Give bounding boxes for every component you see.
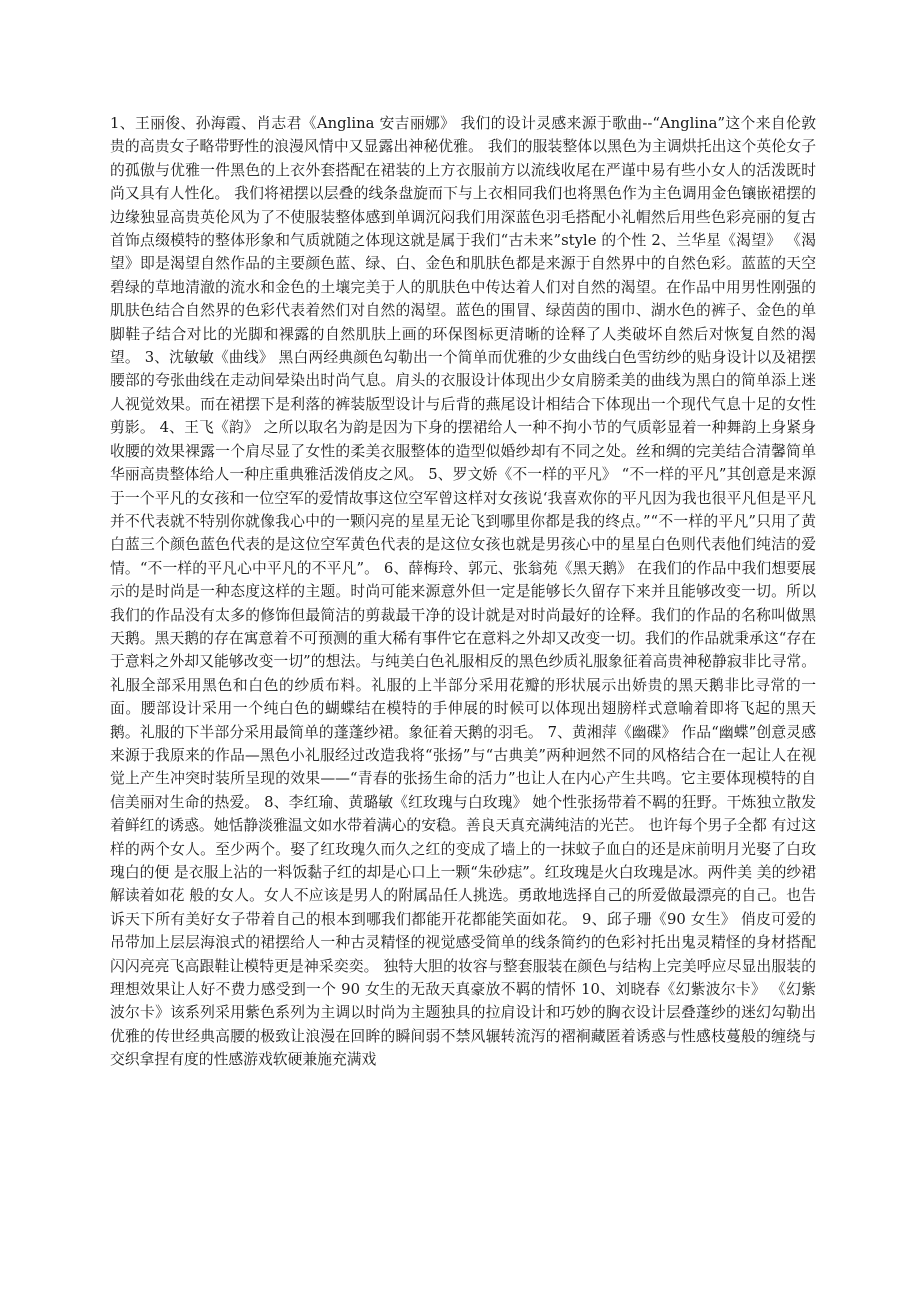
- body-paragraph: 1、王丽俊、孙海霞、肖志君《Anglina 安吉丽娜》 我们的设计灵感来源于歌曲--“Anglina”这个来自伦敦贵的高贵女子略带野性的浪漫风情中又显露出神秘优雅。 我们的服装整体以黑色为主调烘托出这个英伦女子的孤傲与优雅一件黑色的上衣外套搭配在裙装的上方衣服前方以流线收尾在严谨中易有些小女人的活泼既时尚又具有人性化。 我们将裙摆以层叠的线条盘旋而下与上衣相同我们也将黑色作为主色调用金色镶嵌裙摆的边缘独显高贵英伦风为了不使服装整体感到单调沉闷我们用深蓝色羽毛搭配小礼帽然后用些色彩亮丽的复古首饰点缀模特的整体形象和气质就随之体现这就是属于我们“古未来”style 的个性 2、兰华星《渴望》 《渴望》即是渴望自然作品的主要颜色蓝、绿、白、金色和肌肤色都是来源于自然界中的自然色彩。蓝蓝的天空碧绿的草地清澈的流水和金色的土壤完美于人的肌肤色中传达着人们对自然的渴望。在作品中用男性刚强的肌肤色结合自然界的色彩代表着然们对自然的渴望。蓝色的围冒、绿茵茵的围巾、湖水色的裤子、金色的单脚鞋子结合对比的光脚和裸露的自然肌肤上画的环保图标更清晰的诠释了人类破坏自然后对恢复自然的渴望。 3、沈敏敏《曲线》 黑白两经典颜色勾勒出一个简单而优雅的少女曲线白色雪纺纱的贴身设计以及裙摆腰部的夸张曲线在走动间晕染出时尚气息。肩头的衣服设计体现出少女肩膀柔美的曲线为黑白的简单添上迷人视觉效果。而在裙摆下是利落的裤装版型设计与后背的燕尾设计相结合下体现出一个现代气息十足的女性剪影。 4、王飞《韵》 之所以取名为韵是因为下身的摆裙给人一种不拘小节的气质彰显着一种舞韵上身紧身收腰的效果裸露一个肩尽显了女性的柔美衣服整体的造型似婚纱却有不同之处。丝和绸的完美结合清馨简单华丽高贵整体给人一种庄重典雅活泼俏皮之风。 5、罗文娇《不一样的平凡》 “不一样的平凡”其创意是来源于一个平凡的女孩和一位空军的爱情故事这位空军曾这样对女孩说‘我喜欢你的平凡因为我也很平凡但是平凡并不代表就不特别你就像我心中的一颗闪亮的星星无论飞到哪里你都是我的终点。”“不一样的平凡”只用了黄白蓝三个颜色蓝色代表的是这位空军黄色代表的是这位女孩也就是男孩心中的星星白色则代表他们纯洁的爱情。“不一样的平凡心中平凡的不平凡”。 6、薛梅玲、郭元、张翁苑《黑天鹅》 在我们的作品中我们想要展示的是时尚是一种态度这样的主题。时尚可能来源意外但一定是能够长久留存下来并且能够改变一切。所以我们的作品没有太多的修饰但最简洁的剪裁最干净的设计就是对时尚最好的诠释。我们的作品的名称叫做黑天鹅。黑天鹅的存在寓意着不可预测的重大稀有事件它在意料之外却又改变一切。我们的作品就秉承这“存在于意料之外却又能够改变一切”的想法。与纯美白色礼服相反的黑色纱质礼服象征着高贵神秘静寂非比寻常。礼服全部采用黑色和白色的纱质布料。礼服的上半部分采用花瓣的形状展示出娇贵的黑天鹅非比寻常的一面。腰部设计采用一个纯白色的蝴蝶结在模特的手伸展的时候可以体现出翅膀样式意喻着即将飞起的黑天鹅。礼服的下半部分采用最简单的蓬蓬纱裙。象征着天鹅的羽毛。 7、黄湘萍《幽碟》 作品“幽蝶”创意灵感来源于我原来的作品—黑色小礼服经过改造我将“张扬”与“古典美”两种迥然不同的风格结合在一起让人在视觉上产生冲突时装所呈现的效果——“青春的张扬生命的活力”也让人在内心产生共鸣。它主要体现模特的自信美丽对生命的热爱。 8、李红瑜、黄璐敏《红玫瑰与白玫瑰》 她个性张扬带着不羁的狂野。干炼独立散发着鲜红的诱惑。她恬静淡雅温文如水带着满心的安稳。善良天真充满纯洁的光芒。 也许每个男子全都 有过这样的两个女人。至少两个。娶了红玫瑰久而久之红的变成了墙上的一抹蚊子血白的还是床前明月光娶了白玫瑰白的便 是衣服上沾的一料饭黏子红的却是心口上一颗“朱砂痣”。红玫瑰是火白玫瑰是冰。两件美 美的纱裙解读着如花 般的女人。女人不应该是男人的附属品任人挑选。勇敢地选择自己的所爱做最漂亮的自己。也告诉天下所有美好女子带着自己的根本到哪我们都能开花都能笑面如花。 9、邱子珊《90 女生》 俏皮可爱的吊带加上层层海浪式的裙摆给人一种古灵精怪的视觉感受简单的线条简约的色彩衬托出鬼灵精怪的身材搭配闪闪亮亮飞高跟鞋让模特更是神采奕奕。 独特大胆的妆容与整套服装在颜色与结构上完美呼应尽显出服装的理想效果让人好不费力感受到一个 90 女生的无敌天真豪放不羁的情怀 10、刘晓春《幻紫波尔卡》 《幻紫波尔卡》该系列采用紫色系列为主调以时尚为主题独具的拉肩设计和巧妙的胸衣设计层叠蓬纱的迷幻勾勒出优雅的传世经典高腰的极致让浪漫在回眸的瞬间弱不禁风辗转流泻的褶裥藏匿着诱惑与性感枝蔓般的缠绕与交织拿捏有度的性感游戏软硬兼施充满戏: [110, 115, 816, 1069]
